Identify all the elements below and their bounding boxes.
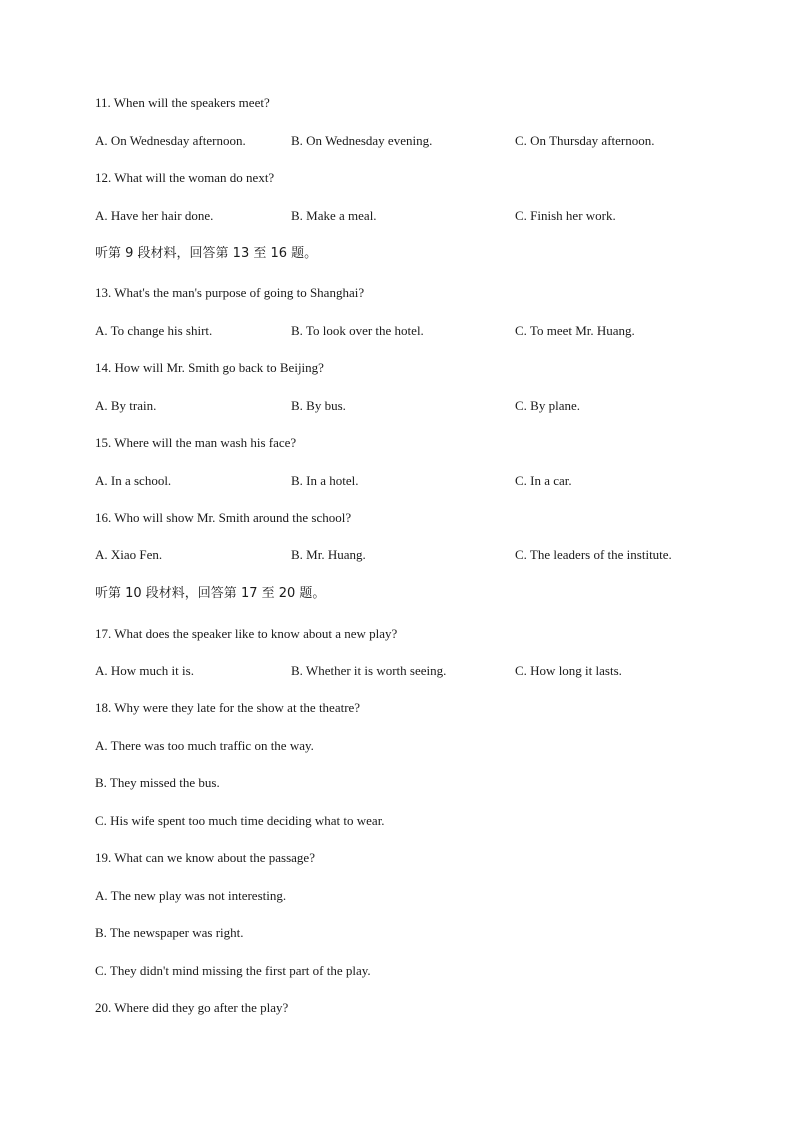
question-14-stem: 14. How will Mr. Smith go back to Beijing? [95,360,324,375]
option-a: A. By train. [95,398,157,413]
question-12-options [95,208,735,224]
option-a: A. How much it is. [95,663,194,678]
question-18-option-c: C. His wife spent too much time deciding what to wear. [95,813,385,828]
question-18-stem: 18. Why were they late for the show at the theatre? [95,700,361,715]
question-20-stem: 20. Where did they go after the play? [95,1000,289,1015]
question-11-stem: 11. When will the speakers meet? [95,95,270,110]
option-b: B. To look over the hotel. [291,323,424,338]
question-11-options [95,133,735,149]
question-16-options [95,547,735,563]
option-b: B. By bus. [291,398,346,413]
option-a: A. To change his shirt. [95,323,213,338]
section-10-instruction: 听第 10 段材料，回答第 17 至 20 题。 [95,586,326,601]
question-14-options [95,398,735,414]
option-c: C. To meet Mr. Huang. [515,323,635,338]
option-b: B. Whether it is worth seeing. [291,663,447,678]
option-b: B. Mr. Huang. [291,547,366,562]
option-c: C. By plane. [515,398,580,413]
option-c: C. The leaders of the institute. [515,547,672,562]
option-a: A. Xiao Fen. [95,547,163,562]
option-a: A. Have her hair done. [95,208,214,223]
question-16-stem: 16. Who will show Mr. Smith around the school? [95,510,352,525]
question-15-stem: 15. Where will the man wash his face? [95,435,297,450]
question-18-option-a: A. There was too much traffic on the way. [95,738,314,753]
question-13-stem: 13. What's the man's purpose of going to Shanghai? [95,285,365,300]
question-17-stem: 17. What does the speaker like to know about a new play? [95,626,398,641]
option-c: C. Finish her work. [515,208,616,223]
option-b: B. Make a meal. [291,208,377,223]
option-a: A. On Wednesday afternoon. [95,133,246,148]
question-19-option-b: B. The newspaper was right. [95,925,244,940]
option-c: C. On Thursday afternoon. [515,133,655,148]
question-12-stem: 12. What will the woman do next? [95,170,275,185]
option-b: B. In a hotel. [291,473,359,488]
option-b: B. On Wednesday evening. [291,133,433,148]
option-c: C. In a car. [515,473,572,488]
option-c: C. How long it lasts. [515,663,622,678]
question-15-options [95,473,735,489]
question-18-option-b: B. They missed the bus. [95,775,220,790]
question-19-option-a: A. The new play was not interesting. [95,888,287,903]
question-19-option-c: C. They didn't mind missing the first part of the play. [95,963,371,978]
question-17-options [95,663,735,679]
option-a: A. In a school. [95,473,172,488]
section-9-instruction: 听第 9 段材料，回答第 13 至 16 题。 [95,246,318,261]
question-13-options [95,323,735,339]
question-19-stem: 19. What can we know about the passage? [95,850,315,865]
